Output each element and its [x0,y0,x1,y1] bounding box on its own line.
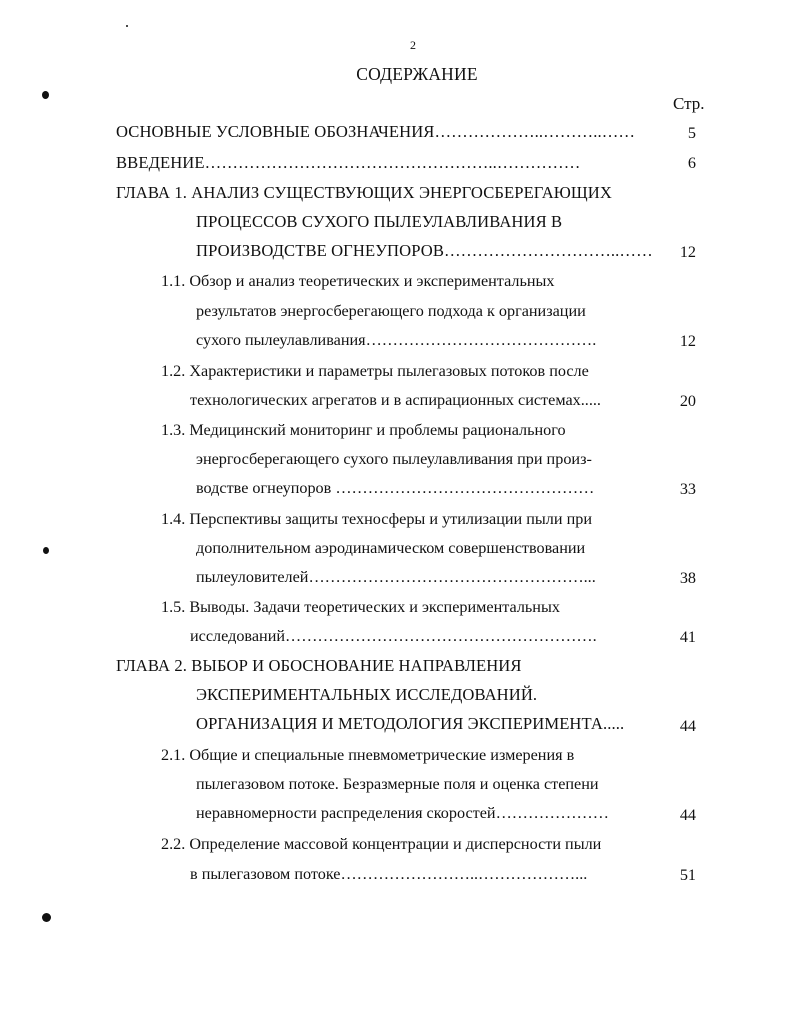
toc-section-2-2-line-1: 2.2. Определение массовой концентрации и дисперсности пыли [161,835,602,853]
toc-section-1-1-line-1: 1.1. Обзор и анализ теоретических и экспериментальных [161,272,555,290]
scan-speck [42,91,49,99]
toc-section-1-4-line-2: дополнительном аэродинамическом совершенствовании [196,539,586,557]
scan-speck [42,913,51,922]
toc-section-1-3-line-1: 1.3. Медицинский мониторинг и проблемы рационального [161,421,566,439]
toc-section-2-2-line-2: в пылегазовом потоке……………………..………………... [190,865,588,883]
scan-speck [126,25,128,27]
toc-chapter-1-line-3: ПРОИЗВОДСТВЕ ОГНЕУПОРОВ…………………………..…… [196,241,653,260]
toc-chapter-2-line-3: ОРГАНИЗАЦИЯ И МЕТОДОЛОГИЯ ЭКСПЕРИМЕНТА..... [196,714,625,733]
toc-section-1-5-line-1: 1.5. Выводы. Задачи теоретических и экспериментальных [161,598,560,616]
toc-page-chapter-1: 12 [679,243,696,261]
toc-page-section-1-4: 38 [679,569,696,587]
toc-section-1-2-line-1: 1.2. Характеристики и параметры пылегазовых потоков после [161,362,589,380]
toc-entry-introduction: ВВЕДЕНИЕ……………………………………………..…………… [116,153,581,172]
toc-page-introduction: 6 [687,154,696,172]
page-number: 2 [410,38,416,52]
toc-chapter-2-line-2: ЭКСПЕРИМЕНТАЛЬНЫХ ИССЛЕДОВАНИЙ. [196,685,538,704]
toc-section-2-1-line-2: пылегазовом потоке. Безразмерные поля и оценка степени [196,775,599,793]
toc-page-section-1-3: 33 [679,480,696,498]
page-title: СОДЕРЖАНИЕ [356,64,478,84]
page-column-header: Стр. [673,94,705,113]
toc-page-abbreviations: 5 [687,124,696,142]
toc-page-section-1-1: 12 [679,332,696,350]
toc-section-1-2-line-2: технологических агрегатов и в аспирационных системах..... [190,391,601,409]
toc-chapter-1-line-1: ГЛАВА 1. АНАЛИЗ СУЩЕСТВУЮЩИХ ЭНЕРГОСБЕРЕГАЮЩИХ [116,183,612,202]
toc-page-chapter-2: 44 [679,717,696,735]
toc-section-1-4-line-3: пылеуловителей……………………………………………... [196,568,596,586]
toc-section-1-4-line-1: 1.4. Перспективы защиты техносферы и утилизации пыли при [161,510,593,528]
toc-section-1-1-line-2: результатов энергосберегающего подхода к организации [196,302,586,320]
toc-section-1-1-line-3: сухого пылеулавливания……………………………………. [196,331,597,349]
toc-section-2-1-line-3: неравномерности распределения скоростей………………… [196,804,609,822]
toc-page-section-1-5: 41 [679,628,696,646]
toc-chapter-1-line-2: ПРОЦЕССОВ СУХОГО ПЫЛЕУЛАВЛИВАНИЯ В [196,212,563,231]
toc-entry-abbreviations: ОСНОВНЫЕ УСЛОВНЫЕ ОБОЗНАЧЕНИЯ………………..………..…… [116,122,636,141]
toc-page-section-2-2: 51 [679,866,696,884]
toc-section-1-3-line-3: водстве огнеупоров ………………………………………… [196,479,595,497]
toc-page-section-2-1: 44 [679,806,696,824]
toc-section-1-3-line-2: энергосберегающего сухого пылеулавливания при произ- [196,450,592,468]
toc-chapter-2-line-1: ГЛАВА 2. ВЫБОР И ОБОСНОВАНИЕ НАПРАВЛЕНИЯ [116,656,522,675]
toc-section-1-5-line-2: исследований…………………………………………………. [190,627,597,645]
scan-speck [43,547,49,554]
toc-page-section-1-2: 20 [679,392,696,410]
toc-section-2-1-line-1: 2.1. Общие и специальные пневмометрические измерения в [161,746,575,764]
